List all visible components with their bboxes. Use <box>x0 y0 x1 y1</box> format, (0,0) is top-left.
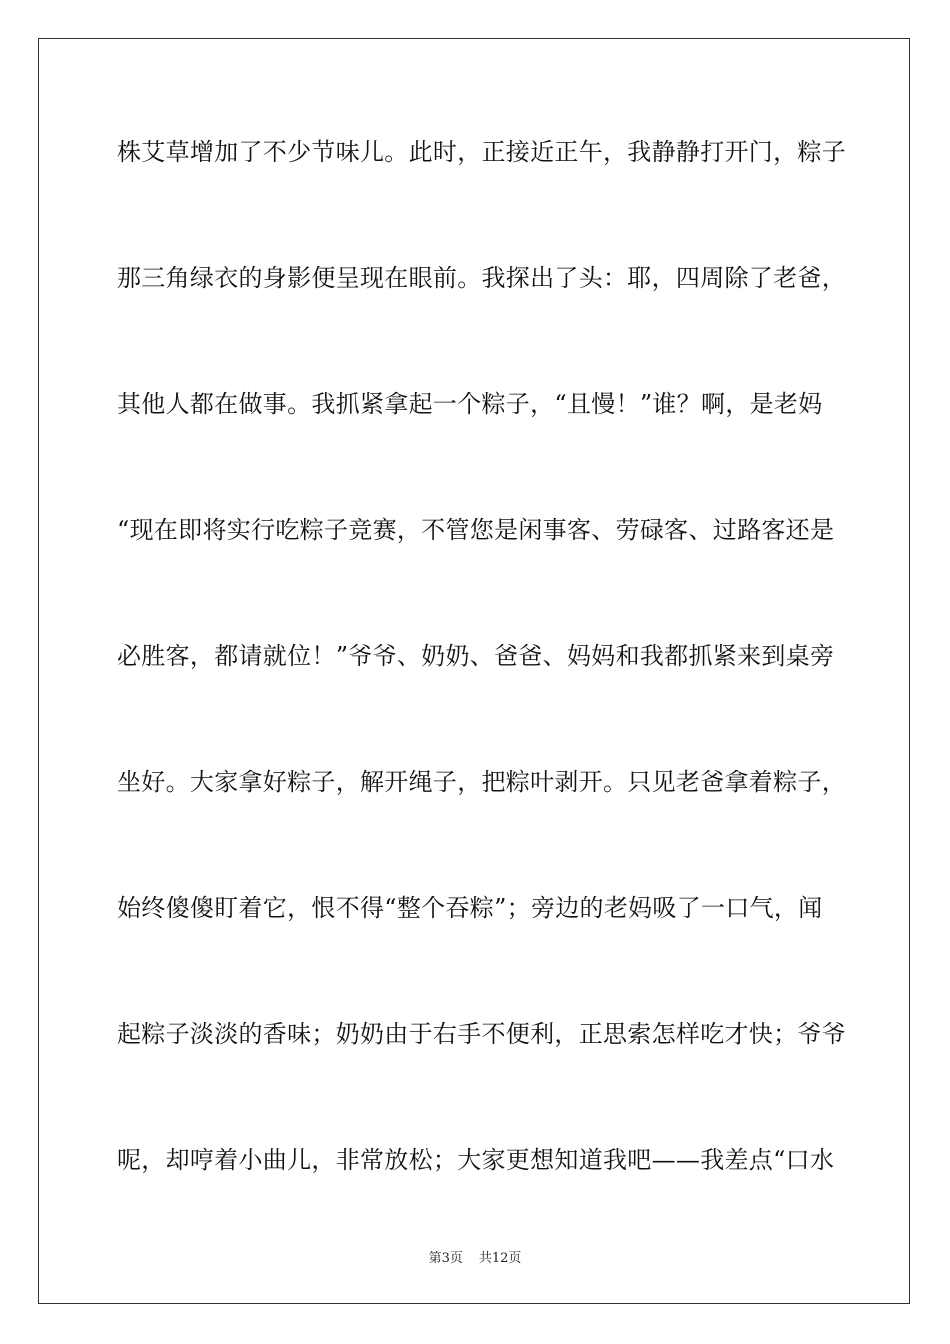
text-line-5: 必胜客，都请就位！”爷爷、奶奶、爸爸、妈妈和我都抓紧来到桌旁 <box>117 642 835 670</box>
text-line-2: 那三角绿衣的身影便呈现在眼前。我探出了头：耶，四周除了老爸， <box>117 264 846 292</box>
text-line-3: 其他人都在做事。我抓紧拿起一个粽子，“且慢！”谁？啊，是老妈 <box>117 390 823 418</box>
text-line-4: “现在即将实行吃粽子竞赛，不管您是闲事客、劳碌客、过路客还是 <box>117 516 835 544</box>
body-text <box>117 132 846 1266</box>
text-line-8: 起粽子淡淡的香味；奶奶由于右手不便利，正思索怎样吃才快；爷爷 <box>117 1020 846 1048</box>
page-number: 第3页 <box>428 1251 463 1266</box>
total-pages: 共12页 <box>478 1251 522 1266</box>
text-line-6: 坐好。大家拿好粽子，解开绳子，把粽叶剥开。只见老爸拿着粽子， <box>117 768 846 796</box>
text-line-9: 呢，却哼着小曲儿，非常放松；大家更想知道我吧——我差点“口水 <box>117 1146 835 1174</box>
page-footer <box>0 1247 950 1266</box>
text-line-1: 株艾草增加了不少节味儿。此时，正接近正午，我静静打开门，粽子 <box>117 138 846 166</box>
text-line-7: 始终傻傻盯着它，恨不得“整个吞粽”；旁边的老妈吸了一口气，闻 <box>117 894 823 922</box>
